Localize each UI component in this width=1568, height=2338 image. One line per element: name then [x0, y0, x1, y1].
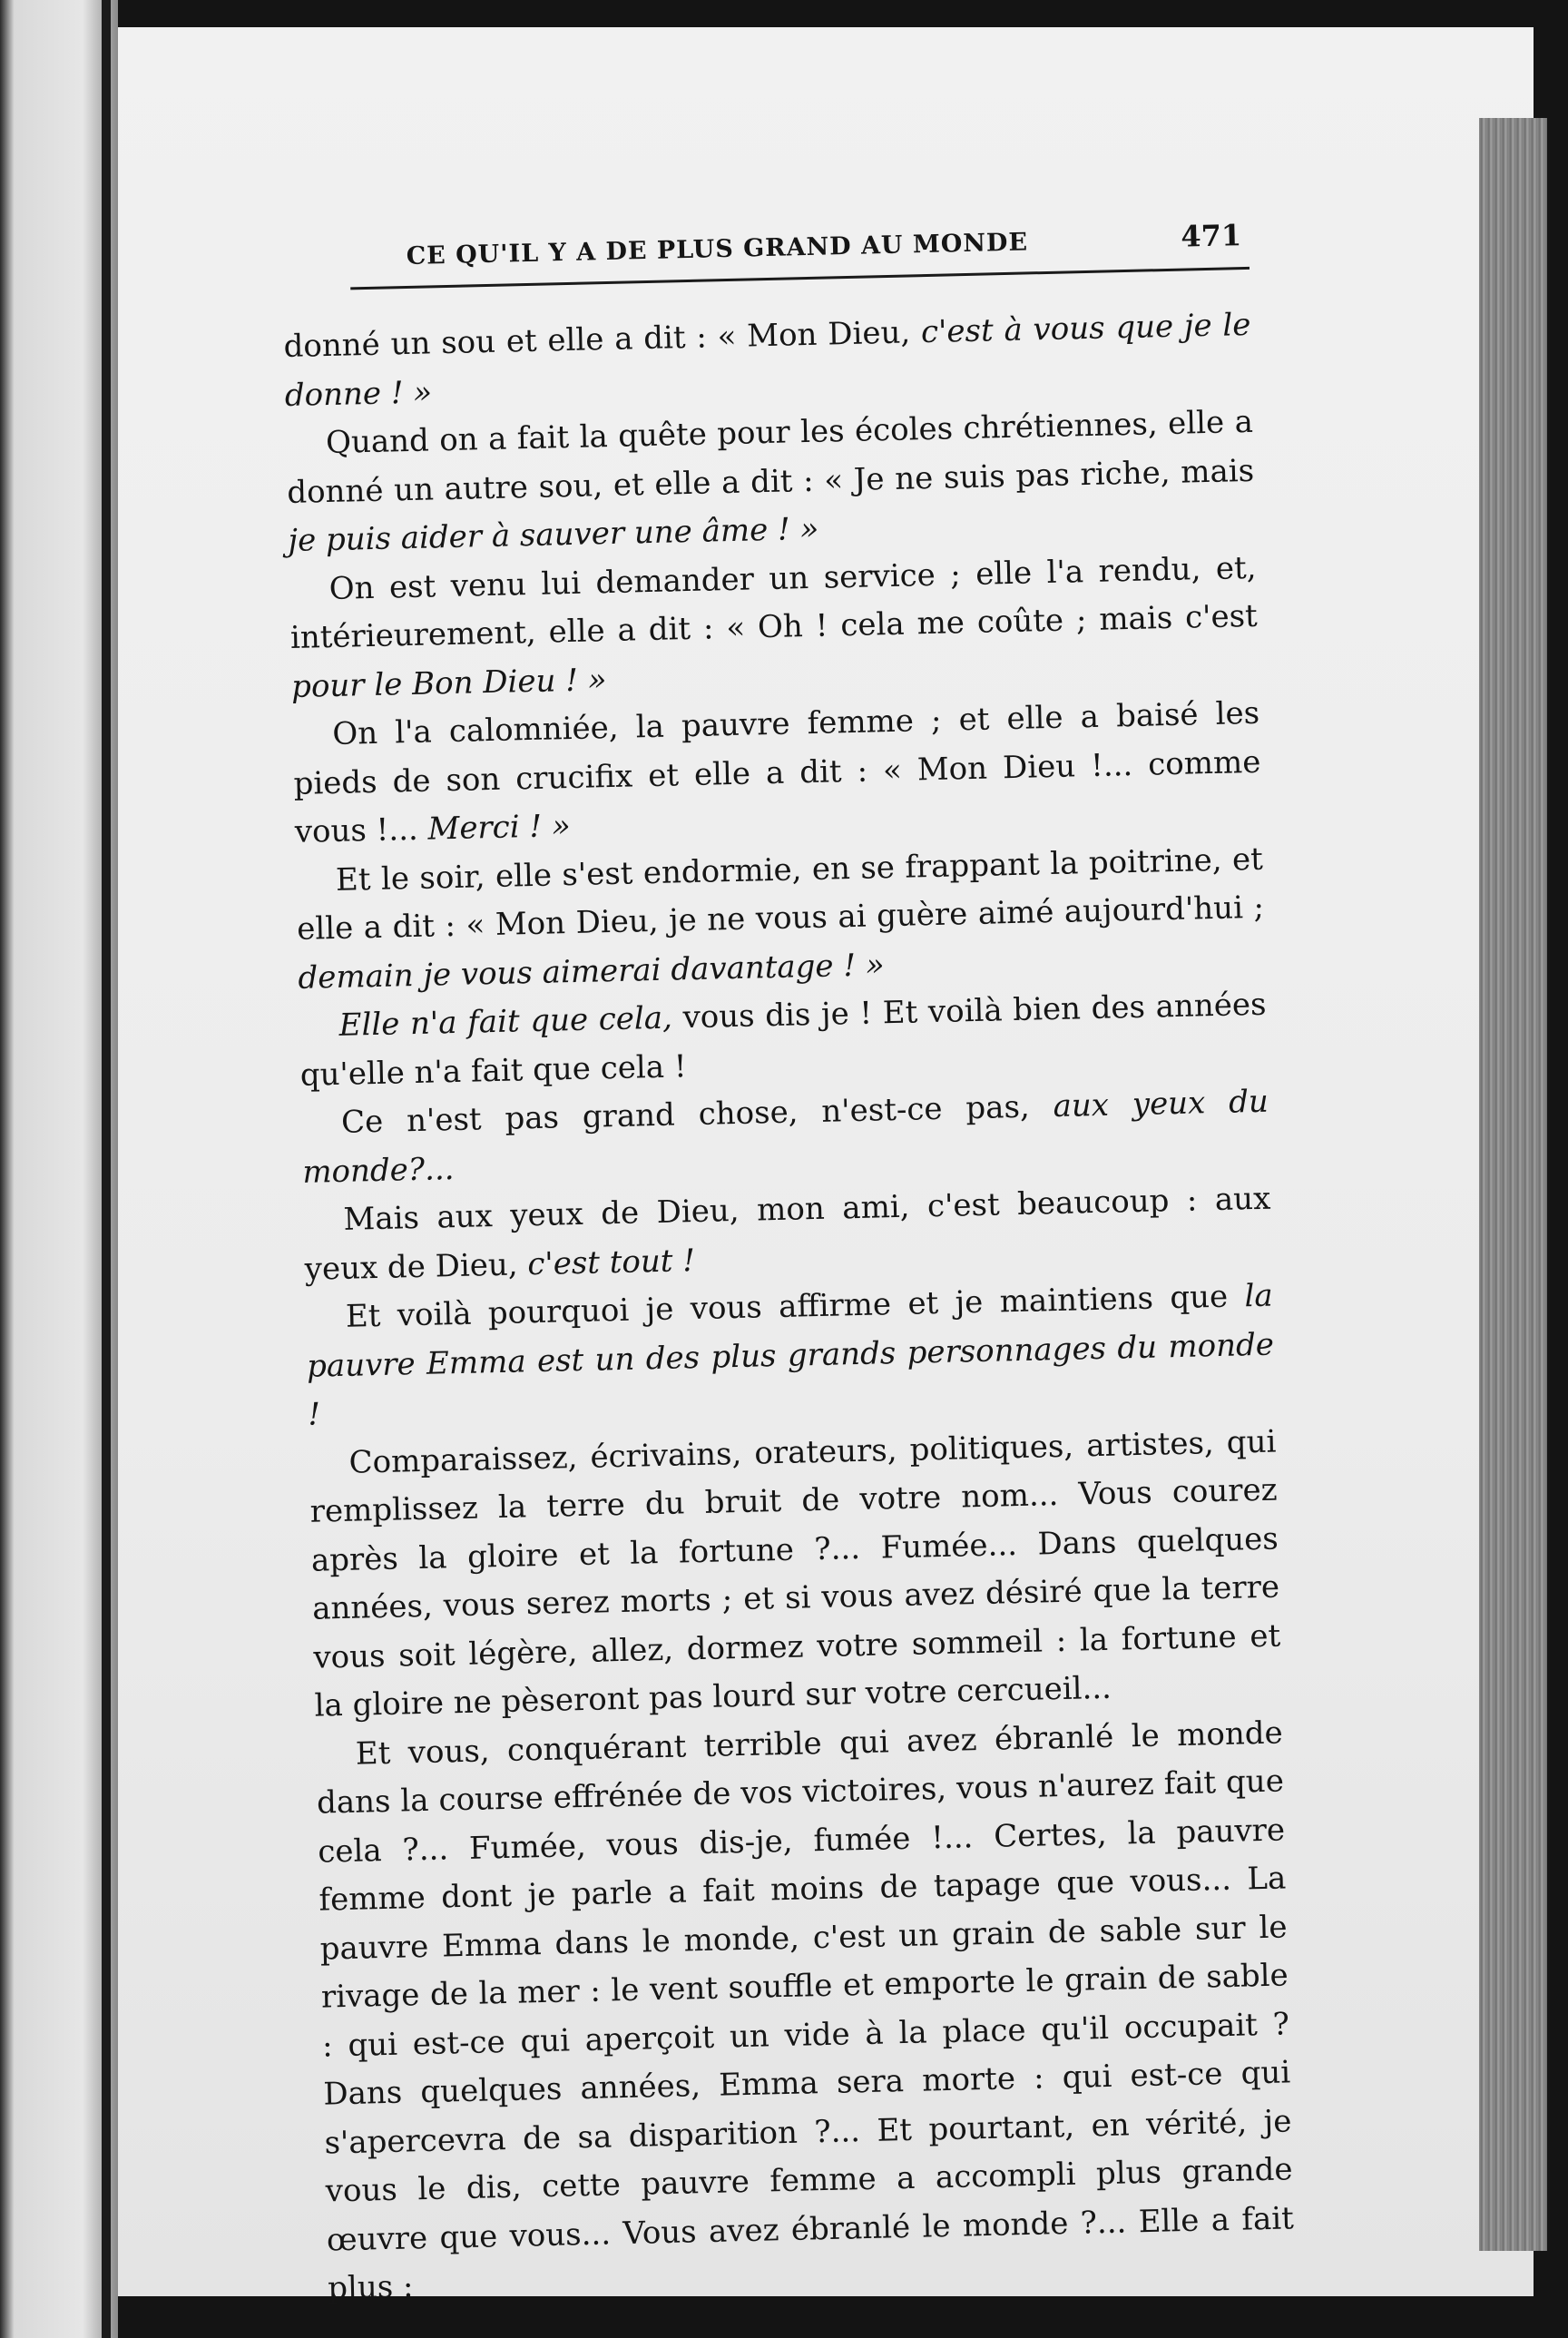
paragraph	[315, 1709, 1295, 2313]
paragraph	[305, 1272, 1275, 1440]
header-rule	[350, 267, 1250, 290]
paragraph	[292, 690, 1262, 858]
italic-text: Elle n'a fait que cela,	[338, 999, 673, 1044]
paragraph	[286, 398, 1256, 566]
paragraph	[289, 544, 1259, 712]
italic-text: Merci ! »	[427, 808, 572, 848]
italic-text: pour le Bon Dieu ! »	[290, 661, 607, 705]
italic-text: c'est à vous que je le donne ! »	[284, 306, 1251, 414]
text-run: Et voilà pourquoi je vous affirme et je maintiens que	[345, 1278, 1245, 1335]
text-run: Ce n'est pas grand chose, n'est-ce pas,	[340, 1088, 1054, 1141]
text-run: vous dis je ! Et voilà bien des années qu'elle n'a fait que cela !	[299, 986, 1267, 1094]
book-gutter-shadow	[102, 0, 111, 2338]
page-number: 471	[1180, 218, 1242, 254]
italic-text: demain je vous aimerai davantage ! »	[298, 946, 886, 997]
italic-text: la pauvre Emma est un des plus grands personnages du monde !	[306, 1277, 1275, 1433]
text-run: On l'a calomniée, la pauvre femme ; et elle a baisé les pieds de son crucifix et elle a dit : « Mon Dieu !... comme vous !...	[293, 694, 1261, 850]
text-run: Comparaissez, écrivains, orateurs, politiques, artistes, qui remplissez la terre du bruit de votre nom... Vous courez après la gloire et la fortune ?... Fumée... Dans quelques années, vous serez morts ; et si vous avez désiré que la terre vous soit légère, allez, dormez votre sommeil : la fortune et la gloire ne pèseront pas lourd sur votre cercueil...	[309, 1423, 1281, 1724]
paragraph	[309, 1418, 1282, 1731]
text-run: Et vous, conquérant terrible qui avez ébranlé le monde dans la course effrénée de vos victoires, vous n'aurez fait que cela ?... Fumée, vous dis-je, fumée !... Certes, la pauvre femme dont je parle a fait moins de tapage que vous... La pauvre Emma dans le monde, c'est un grain de sable sur le rivage de la mer : le vent souffle et emporte le grain de sable : qui est-ce qui aperçoit un vide à la place qu'il occupait ? Dans quelques années, Emma sera morte : qui est-ce qui s'apercevra de sa disparition ?... Et pourtant, en vérité, je vous le dis, cette pauvre femme a accompli plus grande œuvre que vous... Vous avez ébranlé le monde ?... Elle a fait plus :	[316, 1714, 1295, 2307]
text-run: donné un sou et elle a dit : « Mon Dieu,	[283, 314, 922, 366]
page-text-block	[281, 218, 1295, 2307]
italic-text: c'est tout !	[526, 1242, 696, 1282]
body-text	[283, 301, 1295, 2313]
text-run: Quand on a fait la quête pour les écoles chrétiennes, elle a donné un autre sou, et elle a dit : « Je ne suis pas riche, mais	[286, 403, 1255, 511]
running-head-title: CE QU'IL Y A DE PLUS GRAND AU MONDE	[406, 228, 1029, 270]
facing-page-edge	[0, 0, 118, 2338]
text-run: Et le soir, elle s'est endormie, en se frappant la poitrine, et elle a dit : « Mon Dieu, je ne vous ai guère aimé aujourd'hui ;	[296, 840, 1265, 948]
page-stack-edge	[1479, 118, 1547, 2251]
text-run: On est venu lui demander un service ; elle l'a rendu, et, intérieurement, elle a dit : « Oh ! cela me coûte ; mais c'est	[289, 549, 1259, 656]
italic-text: je puis aider à sauver une âme ! »	[288, 510, 819, 560]
italic-text: aux yeux du monde?...	[301, 1083, 1269, 1191]
paragraph	[295, 835, 1265, 1003]
text-run: Mais aux yeux de Dieu, mon ami, c'est beaucoup : aux yeux de Dieu,	[304, 1180, 1271, 1288]
